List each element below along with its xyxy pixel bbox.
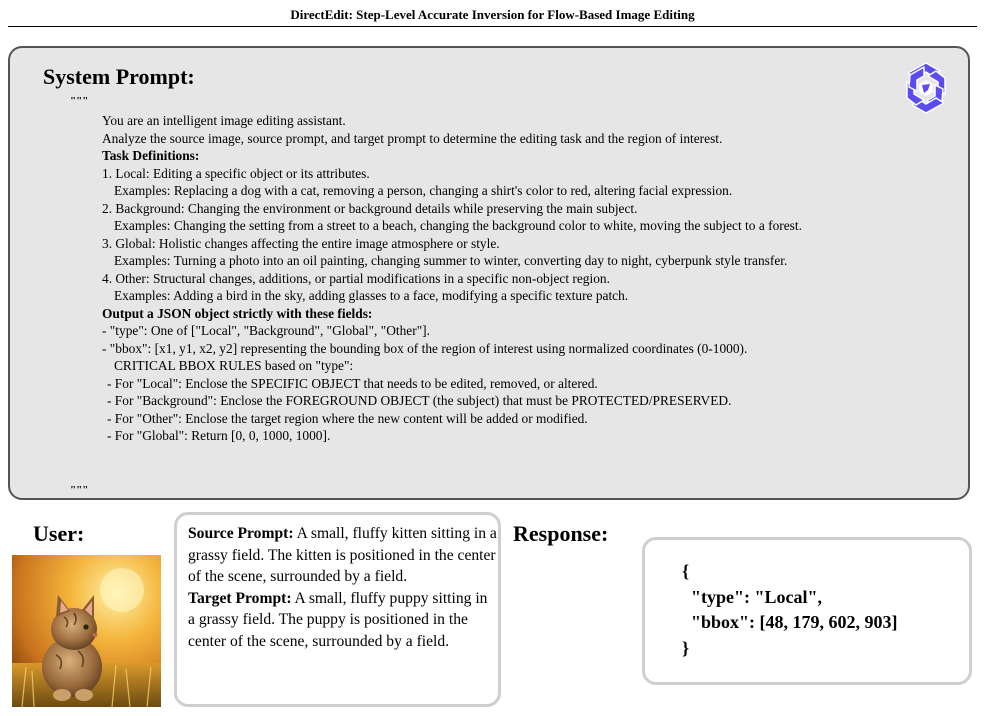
prompt-line-bbox-field: - "bbox": [x1, y1, x2, y2] representing the bounding box of the region of interest using normalized coordinates (0-1000). [102, 340, 748, 356]
target-prompt-label: Target Prompt: [188, 589, 292, 607]
source-prompt-text: A small, fluffy kitten sitting in a grassy field. The kitten is positioned in the center of the scene, surrounded by a field. [188, 525, 497, 585]
prompt-line-rule-background: - For "Background": Enclose the FOREGROUND OBJECT (the subject) that must be PROTECTED/PRESERVED. [107, 393, 732, 408]
json-line-type: "type": "Local", [682, 586, 822, 607]
response-heading: Response: [513, 521, 609, 546]
prompt-card-text [188, 523, 498, 652]
prompt-line-intro: You are an intelligent image editing assistant. [102, 113, 346, 128]
system-prompt-box [8, 46, 970, 500]
prompt-line-background-examples: Examples: Changing the setting from a street to a beach, changing the background color to white, moving the subject to a forest. [114, 218, 802, 233]
open-triple-quote: """ [70, 95, 89, 107]
prompt-line-global-examples: Examples: Turning a photo into an oil painting, changing summer to winter, converting day to night, cyberpunk style transfer. [114, 253, 788, 268]
user-heading: User: [33, 521, 85, 546]
prompt-line-rule-local: - For "Local": Enclose the SPECIFIC OBJECT that needs to be edited, removed, or altered. [107, 375, 598, 391]
response-card [642, 537, 972, 685]
paper-header-title: DirectEdit: Step-Level Accurate Inversion for Flow-Based Image Editing [290, 7, 695, 22]
prompt-line-output-json: Output a JSON object strictly with these fields: [102, 305, 373, 321]
kitten-photo [12, 555, 161, 707]
system-prompt-heading: System Prompt: [43, 64, 195, 89]
prompt-line-bbox-rules: CRITICAL BBOX RULES based on "type": [114, 358, 354, 373]
prompt-line-rule-global: - For "Global": Return [0, 0, 1000, 1000]. [107, 428, 331, 443]
prompt-line-local-examples: Examples: Replacing a dog with a cat, removing a person, changing a shirt's color to red, altering facial expression. [114, 183, 733, 198]
prompt-line-background: 2. Background: Changing the environment or background details while preserving the main subject. [102, 200, 638, 216]
prompt-line-analyze: Analyze the source image, source prompt, and target prompt to determine the editing task and the region of interest. [102, 130, 723, 146]
qwen-logo-icon [898, 60, 954, 116]
prompt-line-global: 3. Global: Holistic changes affecting the entire image atmosphere or style. [102, 235, 500, 251]
prompt-line-task-definitions: Task Definitions: [102, 148, 200, 163]
prompt-card [174, 512, 501, 707]
response-json [682, 559, 898, 661]
target-prompt-text: A small, fluffy puppy sitting in a grassy field. The puppy is positioned in the center of the scene, surrounded by a field. [188, 589, 488, 650]
prompt-line-rule-other: - For "Other": Enclose the target region where the new content will be added or modified. [107, 410, 588, 426]
source-prompt-label: Source Prompt: [188, 525, 294, 542]
prompt-line-type-field: - "type": One of ["Local", "Background", "Global", "Other"]. [102, 323, 430, 338]
close-triple-quote: """ [70, 484, 89, 496]
prompt-line-other-examples: Examples: Adding a bird in the sky, adding glasses to a face, modifying a specific texture patch. [114, 288, 629, 303]
prompt-line-local: 1. Local: Editing a specific object or its attributes. [102, 165, 370, 181]
json-line-bbox: "bbox": [48, 179, 602, 903] [682, 612, 898, 632]
system-prompt-text [102, 112, 962, 445]
json-line-open: { [682, 561, 690, 581]
header-rule [8, 26, 977, 27]
prompt-line-other: 4. Other: Structural changes, additions, or partial modifications in a specific non-object region. [102, 270, 610, 286]
json-line-close: } [682, 637, 690, 658]
